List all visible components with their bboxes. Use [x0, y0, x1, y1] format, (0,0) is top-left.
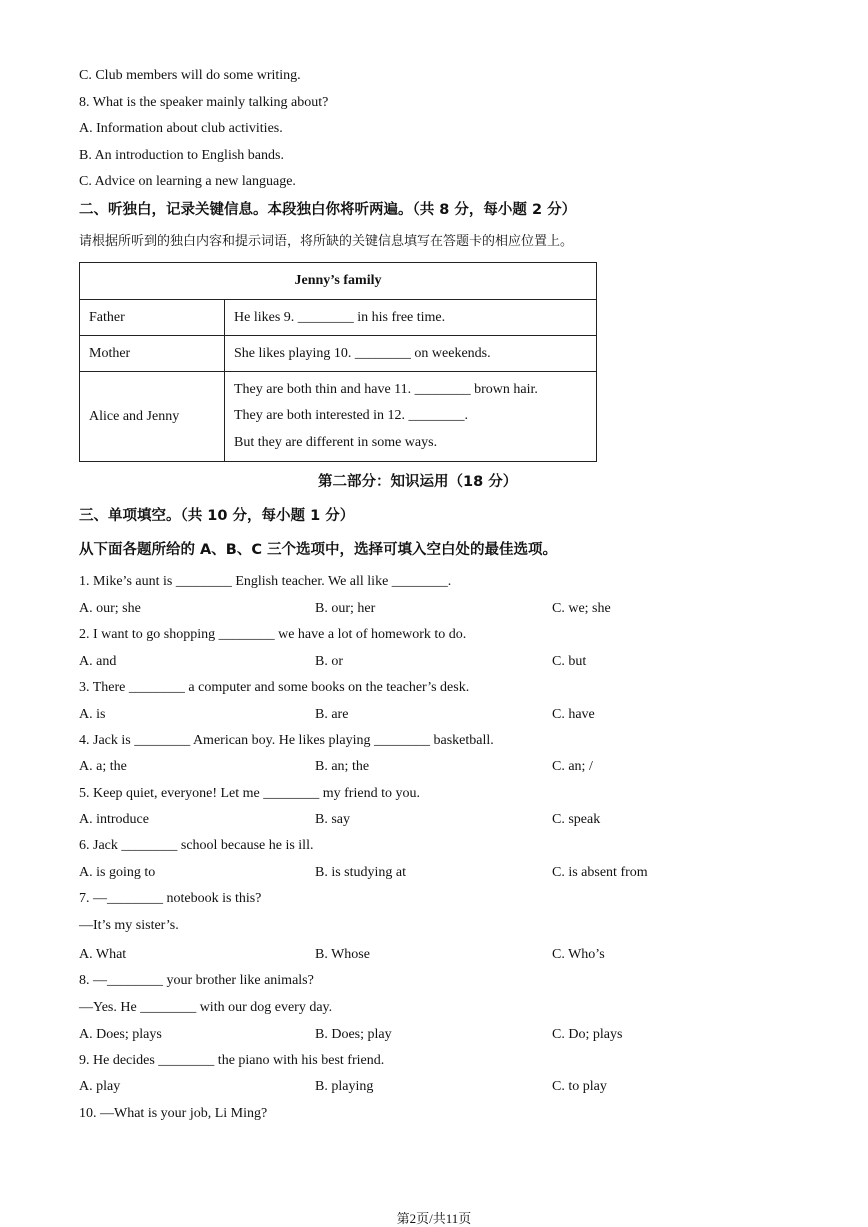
listening-option-8c: C. Advice on learning a new language.: [79, 174, 296, 189]
table-title: Jenny’s family: [80, 263, 597, 300]
option-c: C. is absent from: [552, 865, 648, 880]
option-b: B. Does; play: [315, 1027, 392, 1042]
question-stem: 7. —________ notebook is this?: [79, 891, 262, 906]
option-c: C. to play: [552, 1079, 607, 1094]
question-reply: —It’s my sister’s.: [79, 918, 179, 933]
page-number: 第2页/共11页: [396, 1211, 472, 1226]
option-b: B. is studying at: [315, 865, 407, 880]
option-c: C. an; /: [552, 759, 593, 774]
option-a: A. Does; plays: [79, 1027, 162, 1042]
option-c: C. Who’s: [552, 947, 605, 962]
option-a: A. is: [79, 707, 106, 722]
jenny-family-table: [79, 262, 597, 462]
option-a: A. and: [79, 654, 117, 669]
option-b: B. or: [315, 654, 343, 669]
alice-jenny-line-1: They are both thin and have 11. ________ brown hair.: [234, 381, 538, 397]
option-c: C. speak: [552, 812, 601, 827]
option-c: C. but: [552, 654, 587, 669]
option-a: A. our; she: [79, 601, 141, 616]
row-label-father: Father: [80, 300, 225, 336]
option-b: B. an; the: [315, 759, 370, 774]
row-label-mother: Mother: [80, 336, 225, 372]
listening-option-8a: A. Information about club activities.: [79, 121, 283, 136]
option-b: B. are: [315, 707, 349, 722]
option-c: C. have: [552, 707, 595, 722]
option-b: B. Whose: [315, 947, 370, 962]
question-stem: 3. There ________ a computer and some books on the teacher’s desk.: [79, 680, 470, 695]
listening-option-7c: C. Club members will do some writing.: [79, 68, 301, 83]
section-3-instruction: 从下面各题所给的 A、B、C 三个选项中，选择可填入空白处的最佳选项。: [79, 542, 558, 558]
row-text-father: He likes 9. ________ in his free time.: [225, 300, 597, 336]
option-a: A. introduce: [79, 812, 149, 827]
question-stem: 10. —What is your job, Li Ming?: [79, 1106, 268, 1121]
option-b: B. say: [315, 812, 350, 827]
option-a: A. play: [79, 1079, 121, 1094]
listening-option-8b: B. An introduction to English bands.: [79, 148, 284, 163]
question-stem: 5. Keep quiet, everyone! Let me ________ my friend to you.: [79, 786, 420, 801]
listening-question-8: 8. What is the speaker mainly talking about?: [79, 95, 329, 110]
question-stem: 4. Jack is ________ American boy. He likes playing ________ basketball.: [79, 733, 494, 748]
section-2-heading: 二、听独白，记录关键信息。本段独白你将听两遍。（共 8 分，每小题 2 分）: [79, 202, 577, 218]
option-c: C. Do; plays: [552, 1027, 623, 1042]
row-text-mother: She likes playing 10. ________ on weekends.: [225, 336, 597, 372]
option-b: B. playing: [315, 1079, 374, 1094]
row-text-alice-jenny: [225, 372, 597, 462]
option-a: A. What: [79, 947, 127, 962]
question-stem: 2. I want to go shopping ________ we have a lot of homework to do.: [79, 627, 467, 642]
question-stem: 1. Mike’s aunt is ________ English teacher. We all like ________.: [79, 574, 452, 589]
question-reply: —Yes. He ________ with our dog every day.: [79, 1000, 333, 1015]
row-label-alice-jenny: Alice and Jenny: [80, 372, 225, 462]
option-b: B. our; her: [315, 601, 376, 616]
option-c: C. we; she: [552, 601, 611, 616]
part-2-title: 第二部分：知识运用（18 分）: [318, 474, 518, 490]
alice-jenny-line-2: They are both interested in 12. ________.: [234, 408, 469, 424]
option-a: A. is going to: [79, 865, 156, 880]
question-stem: 8. —________ your brother like animals?: [79, 973, 314, 988]
question-stem: 6. Jack ________ school because he is ill.: [79, 838, 314, 853]
option-a: A. a; the: [79, 759, 127, 774]
question-stem: 9. He decides ________ the piano with his best friend.: [79, 1053, 385, 1068]
alice-jenny-line-3: But they are different in some ways.: [234, 434, 438, 450]
section-3-heading: 三、单项填空。（共 10 分，每小题 1 分）: [79, 508, 355, 524]
section-2-instruction: 请根据所听到的独白内容和提示词语，将所缺的关键信息填写在答题卡的相应位置上。: [79, 234, 574, 249]
